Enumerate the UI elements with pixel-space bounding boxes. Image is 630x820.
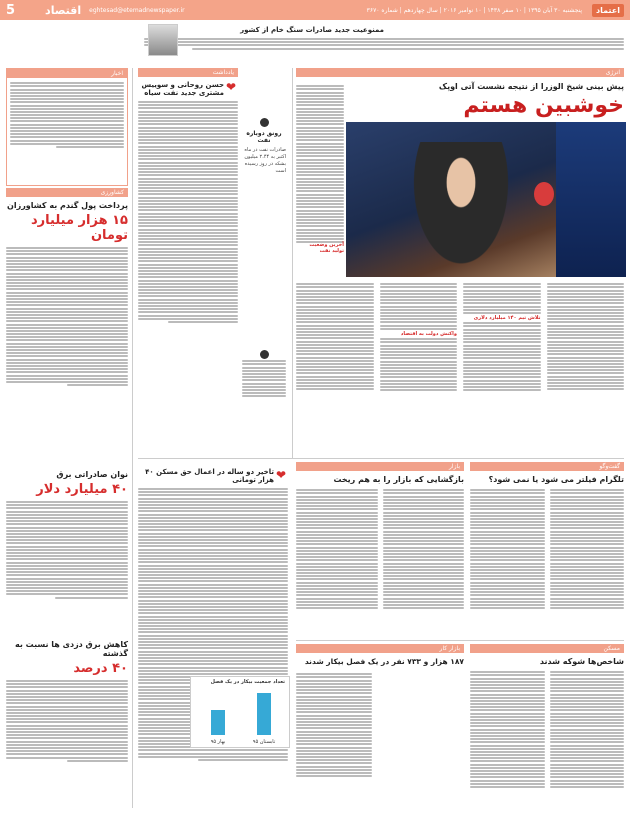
section-email[interactable]: eghtesad@etemadnewspaper.ir <box>89 6 185 14</box>
section-divider <box>138 458 624 459</box>
chart-bar <box>257 693 271 735</box>
page-header <box>0 0 630 20</box>
page-number: 5 <box>6 2 16 18</box>
housing-headline: شاخص‌ها شوکه شدند <box>539 657 624 666</box>
market-story-headline: بازگشایی که بازار را به هم ریخت <box>333 475 464 484</box>
quote-icon <box>260 350 269 359</box>
section-title: اقتصاد <box>45 3 82 17</box>
lead-subhead-1: آخرین وضعیت تولید نفت <box>309 242 344 254</box>
chart-category-label: تابستان ۹۵ <box>252 739 276 745</box>
dateline: پنجشنبه ۳۰ آبان ۱۳۹۵ | ۱۰ صفر ۱۴۳۸ | ۱۰ نوامبر ۲۰۱۶ | سال چهاردهم | شماره ۳۶۷۰ <box>366 6 583 14</box>
column-divider <box>132 68 133 808</box>
lead-side-text <box>296 84 344 245</box>
market-story <box>296 462 464 610</box>
mid-story <box>138 68 238 324</box>
unemployment-story-tag: بازار کار <box>296 644 464 653</box>
left-story-1-figure: ۱۵ هزار میلیارد تومان <box>31 213 128 243</box>
mid-secondary-headline: تاخیر دو ساله در اعمال حق مسکن ۴۰ هزار تومانی <box>145 468 274 484</box>
person-figure <box>406 142 516 277</box>
telegram-story-tag: گفت‌وگو <box>470 462 624 471</box>
left-story-2-kicker: نوان صادراتی برق <box>56 470 128 479</box>
chart-plot-area <box>195 689 285 747</box>
pull-quote-text: صادرات نفت در ماه اکتبر به ۲.۴۴ میلیون بشکه در روز رسیده است <box>244 147 286 174</box>
unemployment-chart <box>190 676 290 748</box>
left-story-1 <box>6 188 128 387</box>
left-story-3-kicker: کاهش برق دزدی ها نسبت به گذشته <box>14 640 128 658</box>
pull-quote <box>242 118 286 175</box>
lead-photo <box>346 122 626 277</box>
mid-story-headline: حسن روحانی و سوییس مشتری جدید نفت سیاه <box>141 81 224 97</box>
unemployment-story <box>296 644 464 666</box>
left-story-3-figure: ۴۰ درصد <box>73 661 128 676</box>
top-note-title: ممنوعیت جدید صادرات سنگ خام از کشور <box>240 26 384 34</box>
unemployment-body <box>296 672 372 778</box>
newspaper-logo: اعتماد <box>592 4 624 17</box>
column-divider <box>292 68 293 458</box>
top-note <box>144 26 624 51</box>
left-story-2-figure: ۴۰ میلیارد دلار <box>36 482 128 497</box>
left-story-1-kicker: پرداخت پول گندم به کشاورزان <box>7 201 128 210</box>
lead-subhead-2: تلاش تیم ۱۴۰ میلیارد دلاری <box>473 315 541 322</box>
lead-subhead-3: واکنش دولت به اقتصاد <box>400 331 457 337</box>
lead-body <box>296 282 624 392</box>
left-story-3 <box>6 640 128 763</box>
market-story-tag: بازار <box>296 462 464 471</box>
unemployment-headline: ۱۸۷ هزار و ۷۳۳ نفر در یک فصل بیکار شدند <box>304 657 464 666</box>
chart-bar <box>211 710 225 735</box>
left-story-tag: کشاورزی <box>6 188 128 197</box>
pull-quote-title: رونق دوباره نفت <box>246 130 282 144</box>
section-divider <box>296 640 624 641</box>
columnist-portrait <box>148 24 178 56</box>
lead-story-headline: خوشبین هستم <box>463 93 624 118</box>
flag-backdrop <box>556 122 626 277</box>
left-story-2 <box>6 470 128 600</box>
lead-story-tag: انرژی <box>296 68 624 77</box>
lead-story <box>296 68 624 118</box>
housing-story-tag: مسکن <box>470 644 624 653</box>
lead-story-kicker: پیش بینی شیخ الوزرا از نتیجه نشست آتی اوپک <box>438 82 624 91</box>
pull-quote-2 <box>242 350 286 398</box>
chart-title: تعداد جمعیت بیکار در یک فصل <box>210 679 285 685</box>
quote-icon <box>260 118 269 127</box>
news-box <box>6 68 128 186</box>
chart-category-label: بهار ۹۵ <box>210 739 226 745</box>
flowers <box>534 182 554 206</box>
telegram-story-headline: تلگرام فیلتر می شود یا نمی شود؟ <box>488 475 624 484</box>
mid-story-tag: یادداشت <box>138 68 238 77</box>
heart-icon: ❤ <box>225 80 236 94</box>
heart-icon: ❤ <box>275 468 286 482</box>
housing-story <box>470 644 624 789</box>
telegram-story <box>470 462 624 610</box>
news-box-tag: اخبار <box>7 69 127 78</box>
